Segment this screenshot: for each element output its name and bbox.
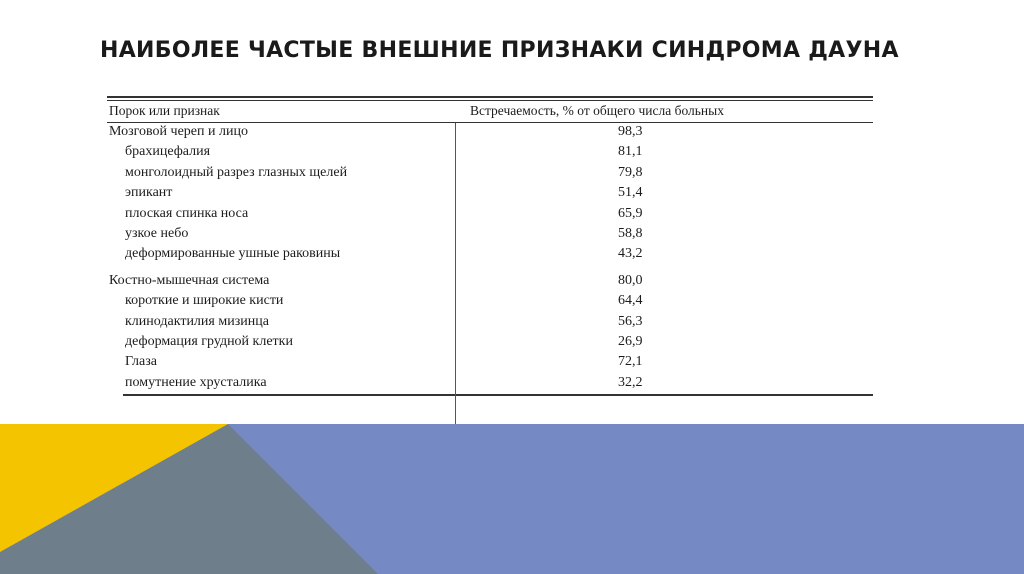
row-value: 32,2 (618, 374, 643, 390)
table-row (105, 374, 873, 394)
row-name: монголоидный разрез глазных щелей (125, 164, 348, 180)
slide-title: НАИБОЛЕЕ ЧАСТЫЕ ВНЕШНИЕ ПРИЗНАКИ СИНДРОМА ДАУНА (100, 38, 899, 63)
row-value: 64,4 (618, 293, 643, 309)
row-value: 80,0 (618, 272, 643, 288)
row-name: плоская спинка носа (125, 205, 249, 221)
table-row (105, 164, 873, 184)
table-top-rule (107, 96, 873, 98)
table-row (105, 205, 873, 225)
row-value: 58,8 (618, 225, 643, 241)
table-row (105, 245, 873, 265)
row-name: Мозговой череп и лицо (109, 124, 248, 139)
table-row (105, 353, 873, 373)
row-value: 51,4 (618, 185, 643, 201)
row-value: 98,3 (618, 124, 643, 139)
row-name: короткие и широкие кисти (125, 293, 284, 309)
row-name: узкое небо (125, 225, 189, 241)
row-name: помутнение хрусталика (125, 374, 267, 390)
row-value: 43,2 (618, 246, 643, 262)
table-bottom-rule (123, 394, 873, 396)
row-name: деформированные ушные раковины (125, 246, 341, 262)
decorative-footer (0, 424, 1024, 574)
table-row (105, 272, 873, 292)
table-row (105, 292, 873, 312)
row-name: клинодактилия мизинца (125, 313, 269, 329)
symptoms-table (105, 96, 873, 396)
table-body (105, 123, 873, 394)
row-value: 79,8 (618, 164, 643, 180)
header-feature: Порок или признак (109, 103, 220, 118)
row-name: деформация грудной клетки (125, 333, 293, 349)
table-header-row (105, 101, 873, 122)
row-name: Глаза (125, 354, 157, 370)
row-name: Костно-мышечная система (109, 272, 270, 288)
header-frequency: Встречаемость, % от общего числа больных (470, 103, 724, 118)
row-value: 72,1 (618, 354, 643, 370)
row-name: эпикант (125, 185, 173, 201)
table-row (105, 225, 873, 245)
table-row (105, 333, 873, 353)
table-row (105, 184, 873, 204)
footer-shapes (0, 424, 1024, 574)
row-value: 81,1 (618, 144, 643, 160)
table-row (105, 313, 873, 333)
table-row (105, 123, 873, 143)
table-row (105, 143, 873, 163)
row-name: брахицефалия (125, 144, 211, 160)
row-value: 26,9 (618, 333, 643, 349)
row-value: 65,9 (618, 205, 643, 221)
row-value: 56,3 (618, 313, 643, 329)
